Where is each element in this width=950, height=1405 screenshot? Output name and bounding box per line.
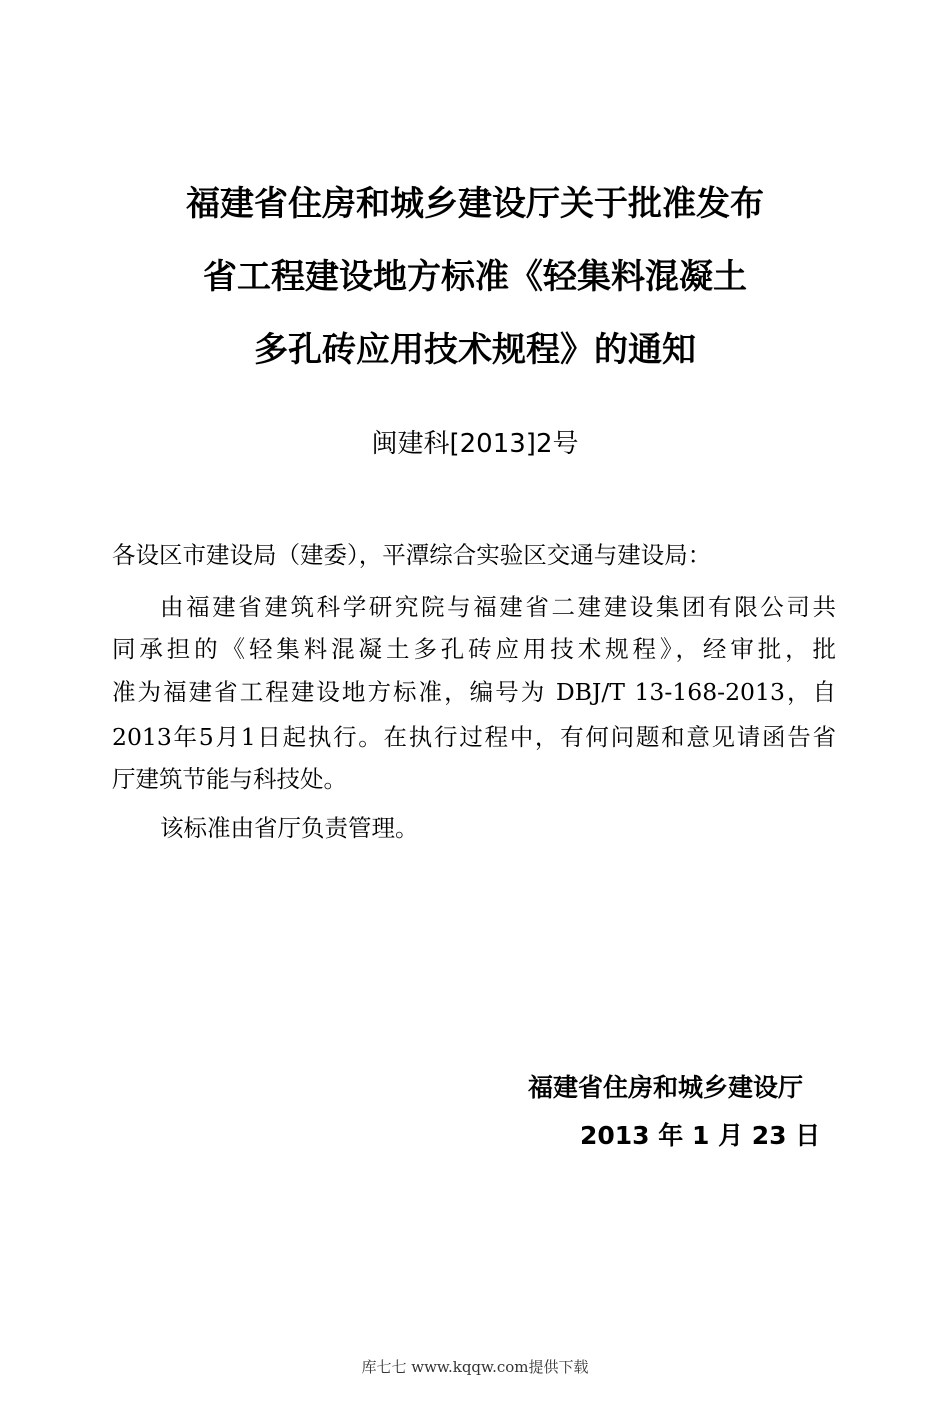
paragraph-1-line-2: 同承担的《轻集料混凝土多孔砖应用技术规程》，经审批，批 xyxy=(112,635,836,663)
issuer-name: 福建省住房和城乡建设厅 xyxy=(528,1073,804,1102)
paragraph-1-line-3: 准为福建省工程建设地方标准，编号为 DBJ/T 13-168-2013，自 xyxy=(112,678,836,706)
document-number: 闽建科[2013]2号 xyxy=(371,429,579,459)
title-line-1: 福建省住房和城乡建设厅关于批准发布 xyxy=(186,184,764,224)
footer-watermark: 库七七 www.kqqw.com提供下载 xyxy=(361,1358,589,1376)
paragraph-1-line-1: 由福建省建筑科学研究院与福建省二建建设集团有限公司共 xyxy=(160,593,836,621)
title-line-3: 多孔砖应用技术规程》的通知 xyxy=(254,330,696,370)
issue-date: 2013 年 1 月 23 日 xyxy=(580,1121,821,1150)
addressee: 各设区市建设局（建委），平潭综合实验区交通与建设局： xyxy=(112,541,712,569)
paragraph-2: 该标准由省厅负责管理。 xyxy=(160,814,419,842)
paragraph-1-line-5: 厅建筑节能与科技处。 xyxy=(112,765,347,793)
title-line-2: 省工程建设地方标准《轻集料混凝土 xyxy=(203,257,747,297)
paragraph-1-line-4: 2013年5月1日起执行。在执行过程中，有何问题和意见请函告省 xyxy=(112,723,836,751)
